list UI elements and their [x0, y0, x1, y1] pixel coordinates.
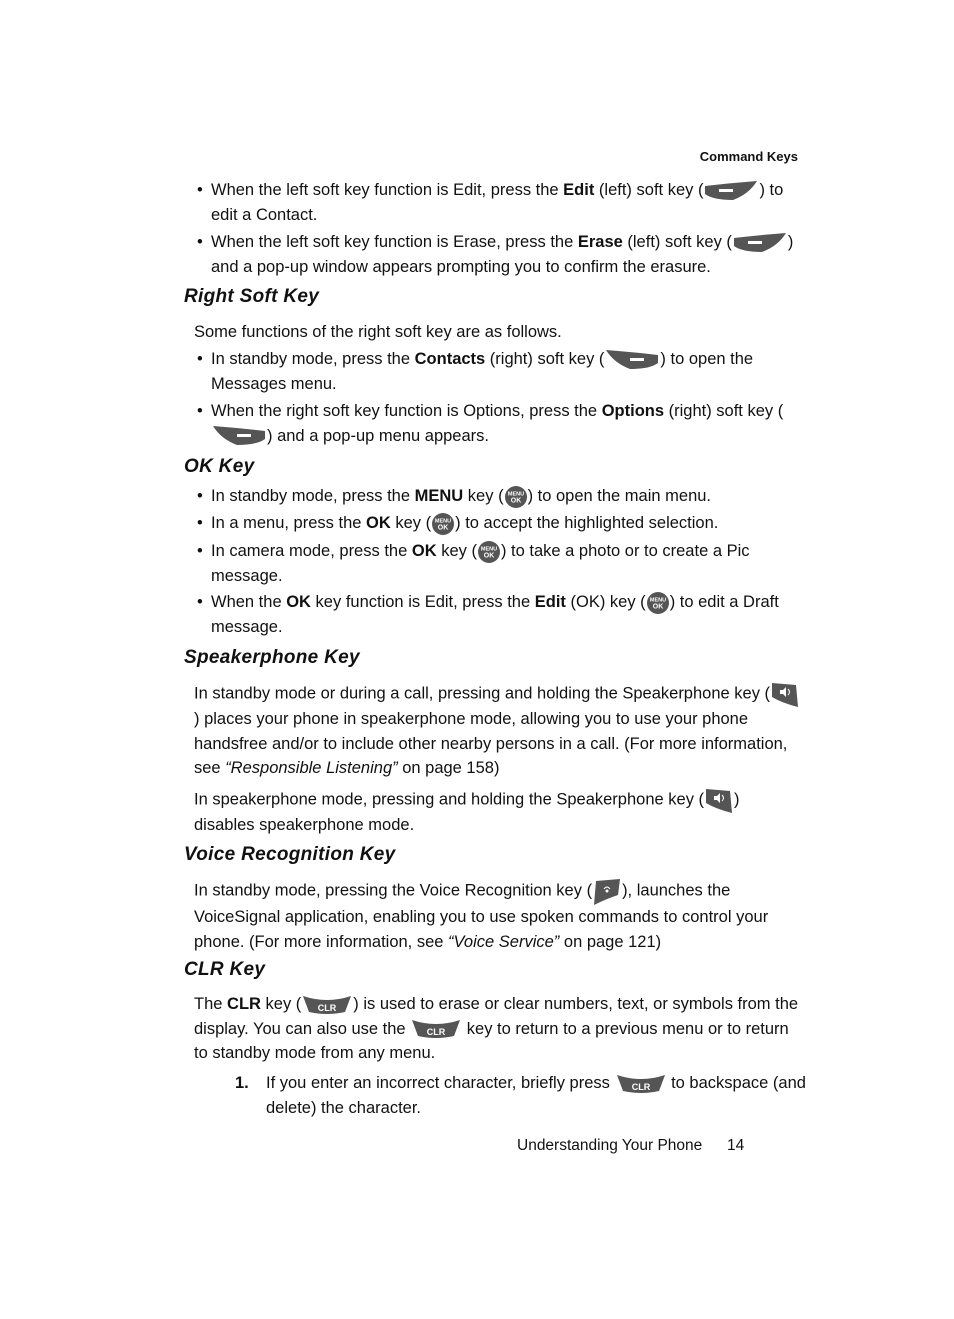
paragraph: In speakerphone mode, pressing and holding the Speakerphone key ( ) disables speakerphone mode. — [194, 787, 804, 838]
paragraph: Some functions of the right soft key are as follows. — [194, 323, 562, 341]
speakerphone-key-icon — [704, 787, 734, 813]
left-soft-key-icon — [703, 180, 759, 202]
svg-text:MENU: MENU — [507, 491, 524, 498]
speakerphone-key-icon — [770, 681, 800, 707]
svg-text:CLR: CLR — [631, 1081, 650, 1092]
right-soft-key-icon — [211, 425, 267, 447]
list-item: • When the left soft key function is Erase, press the Erase (left) soft key ( ) and a pop-up window appears prompting you to confirm the erasure. — [197, 233, 794, 276]
section-heading: Right Soft Key — [184, 286, 320, 307]
list-item: • When the right soft key function is Options, press the Options (right) soft key () and a pop-up menu appears. — [197, 399, 807, 448]
section-heading: OK Key — [184, 456, 255, 477]
menu-ok-key-icon — [504, 485, 528, 509]
section-heading: Speakerphone Key — [184, 647, 360, 668]
menu-ok-key-icon — [646, 591, 670, 615]
list-item: • In camera mode, press the OK key ( MENU OK ) to take a photo or to create a Pic message. — [197, 539, 807, 588]
svg-text:MENU: MENU — [649, 597, 666, 604]
list-item: • When the OK key function is Edit, press the Edit (OK) key ( MENU OK ) to edit a Draft message. — [197, 590, 807, 639]
running-header: Command Keys — [699, 149, 798, 164]
menu-ok-key-icon — [431, 512, 455, 536]
left-soft-key-icon — [732, 232, 788, 254]
footer-section-title: Understanding Your Phone — [517, 1137, 703, 1154]
page-number: 14 — [727, 1137, 745, 1154]
clr-key-icon — [410, 1018, 462, 1040]
clr-key-icon — [615, 1073, 667, 1095]
paragraph: In standby mode, pressing the Voice Recognition key ( ), launches the VoiceSignal application, enabling you to use spoken commands to control your phone. (For more information, see “Voice Service” on page 121) — [194, 877, 804, 954]
paragraph: In standby mode or during a call, pressing and holding the Speakerphone key () places your phone in speakerphone mode, allowing you to use your phone handsfree and/or to include other nearby persons in a call. (For more information, see “Responsible Listening” on page 158) — [194, 681, 804, 781]
list-item: • In standby mode, press the MENU key ( MENU OK ) to open the main menu. — [197, 484, 807, 509]
svg-text:MENU: MENU — [435, 518, 452, 525]
svg-text:CLR: CLR — [426, 1027, 446, 1038]
clr-key-icon — [301, 994, 353, 1016]
menu-ok-key-icon — [477, 540, 501, 564]
svg-text:OK: OK — [652, 603, 663, 611]
svg-text:CLR: CLR — [318, 1002, 337, 1013]
list-item: • When the left soft key function is Edit, press the Edit (left) soft key ( ) to edit a Contact. — [197, 181, 784, 224]
paragraph: The CLR key ( CLR ) is used to erase or clear numbers, text, or symbols from the display. You can also use the CLR key to return to a previous menu or to return to standby mode from any menu. — [194, 995, 799, 1062]
numbered-step: 1. If you enter an incorrect character, briefly press CLR to backspace (and delete) the character. — [235, 1074, 806, 1117]
list-item: • In standby mode, press the Contacts (right) soft key ( ) to open the Messages menu. — [197, 350, 754, 393]
section-heading: CLR Key — [184, 959, 266, 980]
svg-text:OK: OK — [437, 524, 449, 532]
right-soft-key-icon — [604, 349, 660, 371]
list-item: • In a menu, press the OK key ( MENU OK ) to accept the highlighted selection. — [197, 511, 807, 536]
svg-text:OK: OK — [483, 552, 495, 560]
voice-recognition-key-icon — [592, 877, 622, 905]
section-heading: Voice Recognition Key — [184, 844, 396, 865]
svg-text:MENU: MENU — [480, 546, 498, 553]
svg-text:OK: OK — [510, 497, 521, 505]
